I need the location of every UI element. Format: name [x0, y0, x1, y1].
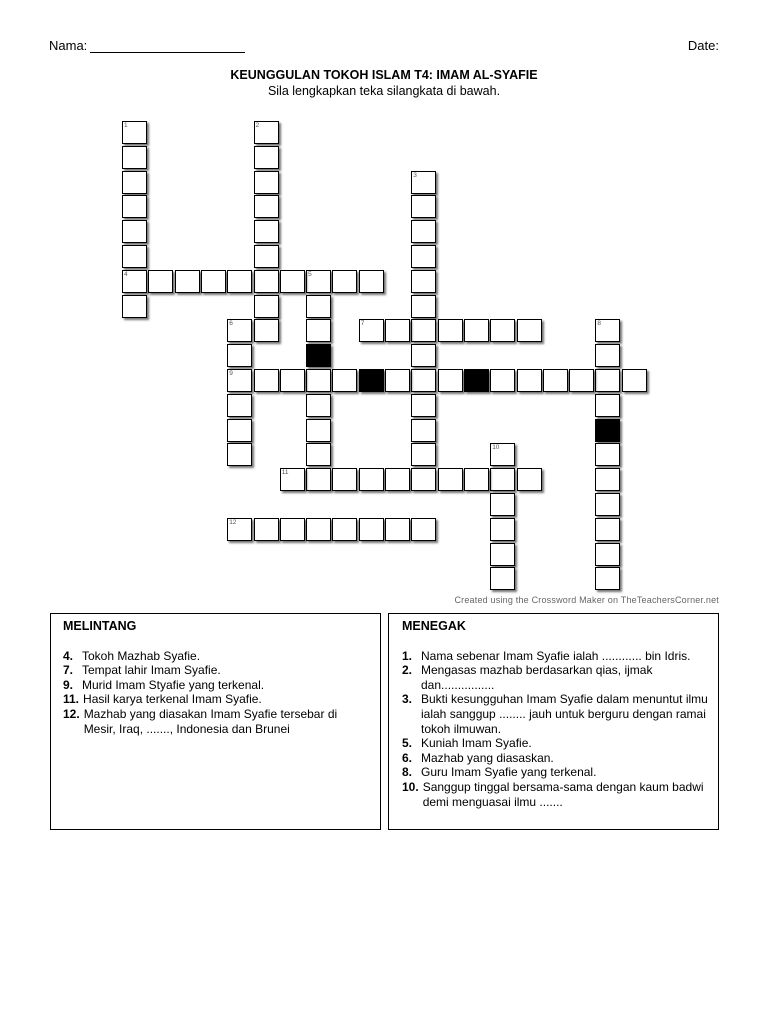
crossword-square[interactable]	[306, 394, 331, 417]
crossword-square[interactable]	[411, 443, 436, 466]
crossword-square[interactable]	[464, 468, 489, 491]
crossword-square[interactable]	[280, 270, 305, 293]
clue-number: 2.	[402, 663, 413, 678]
crossword-square[interactable]	[306, 518, 331, 541]
across-clues-box	[50, 613, 381, 830]
down-clue	[402, 663, 718, 692]
crossword-square[interactable]	[254, 518, 279, 541]
clue-text: Bukti kesungguhan Imam Syafie dalam menuntut ilmu ialah sanggup ........ jauh untuk berguru dengan ramai tokoh ilmuwan.	[421, 692, 708, 736]
crossword-square[interactable]	[122, 270, 147, 293]
clue-number: 3.	[402, 692, 413, 707]
crossword-square[interactable]	[280, 369, 305, 392]
crossword-square[interactable]	[254, 146, 279, 169]
clue-number: 1.	[402, 648, 413, 663]
crossword-square[interactable]	[227, 369, 252, 392]
crossword-square[interactable]	[517, 319, 542, 342]
crossword-square[interactable]	[517, 369, 542, 392]
crossword-square[interactable]	[122, 195, 147, 218]
clue-number-label: 10	[492, 444, 500, 452]
crossword-square[interactable]	[254, 295, 279, 318]
crossword-square[interactable]	[306, 295, 331, 318]
name-label: Nama:	[49, 38, 88, 53]
crossword-square[interactable]	[280, 518, 305, 541]
crossword-square[interactable]	[543, 369, 568, 392]
crossword-square[interactable]	[438, 468, 463, 491]
clue-number: 12.	[63, 706, 80, 721]
clue-number-label: 2	[255, 122, 260, 129]
crossword-square[interactable]	[254, 369, 279, 392]
clue-text: Tokoh Mazhab Syafie.	[82, 648, 201, 663]
credit-line: Created using the Crossword Maker on TheTeachersCorner.net	[454, 595, 719, 605]
crossword-square[interactable]	[595, 567, 620, 590]
clue-number-label: 7	[360, 320, 365, 328]
crossword-square[interactable]	[122, 295, 147, 318]
clue-number-label: 6	[229, 320, 233, 328]
crossword-square[interactable]	[385, 319, 410, 342]
crossword-square[interactable]	[411, 270, 436, 293]
clue-number: 11.	[63, 692, 80, 707]
crossword-square[interactable]	[122, 220, 147, 243]
clue-number-label: 9	[229, 370, 233, 377]
crossword-square[interactable]	[411, 220, 436, 243]
crossword-square[interactable]	[227, 319, 252, 342]
across-clue	[63, 663, 370, 678]
down-clue	[402, 649, 718, 664]
crossword-square[interactable]	[148, 270, 173, 293]
down-clues-box	[388, 613, 719, 830]
down-clue	[402, 780, 718, 809]
crossword-square[interactable]	[517, 468, 542, 491]
crossword-square[interactable]	[595, 518, 620, 541]
crossword-square[interactable]	[595, 493, 620, 516]
crossword-square[interactable]	[385, 468, 410, 491]
clue-number: 5.	[402, 736, 413, 751]
crossword-square[interactable]	[122, 245, 147, 268]
crossword-square[interactable]	[411, 394, 436, 417]
across-clue	[63, 707, 370, 736]
crossword-square[interactable]	[306, 319, 331, 342]
worksheet-instructions: Sila lengkapkan teka silangkata di bawah.	[267, 84, 501, 98]
crossword-square[interactable]	[490, 543, 515, 566]
crossword-square[interactable]	[595, 319, 620, 342]
crossword-square[interactable]	[227, 443, 252, 466]
crossword-square[interactable]	[332, 369, 357, 392]
crossword-square[interactable]	[306, 270, 331, 293]
across-clue	[63, 692, 370, 707]
down-clue	[402, 692, 718, 736]
down-clue	[402, 751, 718, 766]
crossword-square[interactable]	[122, 146, 147, 169]
down-heading: MENEGAK	[402, 619, 466, 633]
crossword-square[interactable]	[227, 344, 252, 367]
clue-number-label: 8	[597, 320, 602, 328]
crossword-square[interactable]	[254, 195, 279, 218]
clue-number-label: 11	[281, 469, 289, 477]
clue-number-label: 12	[229, 518, 237, 526]
clue-number: 8.	[402, 765, 413, 780]
crossword-square[interactable]	[122, 121, 147, 144]
crossword-square[interactable]	[411, 245, 436, 268]
crossword-square[interactable]	[359, 319, 384, 342]
crossword-square[interactable]	[175, 270, 200, 293]
clue-text: Murid Imam Styafie yang terkenal.	[82, 677, 265, 692]
crossword-square[interactable]	[306, 419, 331, 442]
down-clue	[402, 765, 718, 780]
crossword-square[interactable]	[227, 419, 252, 442]
crossword-square[interactable]	[254, 270, 279, 293]
crossword-square[interactable]	[595, 443, 620, 466]
crossword-square[interactable]	[595, 543, 620, 566]
crossword-square[interactable]	[254, 121, 279, 144]
clue-number: 6.	[402, 750, 413, 765]
crossword-square[interactable]	[490, 319, 515, 342]
crossword-square[interactable]	[359, 468, 384, 491]
crossword-square[interactable]	[490, 567, 515, 590]
clue-text: Hasil karya terkenal Imam Syafie.	[83, 692, 262, 707]
crossword-square[interactable]	[227, 518, 252, 541]
down-clue	[402, 736, 718, 751]
crossword-square[interactable]	[306, 443, 331, 466]
crossword-square[interactable]	[438, 369, 463, 392]
crossword-square[interactable]	[490, 369, 515, 392]
crossword-square[interactable]	[569, 369, 594, 392]
crossword-square[interactable]	[411, 344, 436, 367]
clue-text: Mazhab yang diasakan Imam Syafie tersebar di Mesir, Iraq, ......., Indonesia dan Brunei	[83, 706, 338, 736]
crossword-square[interactable]	[385, 369, 410, 392]
clue-text: Guru Imam Syafie yang terkenal.	[421, 765, 597, 780]
crossword-square[interactable]	[464, 319, 489, 342]
crossword-square[interactable]	[306, 369, 331, 392]
crossword-square[interactable]	[595, 394, 620, 417]
clue-number: 7.	[63, 663, 74, 678]
crossword-square[interactable]	[411, 195, 436, 218]
crossword-square[interactable]	[411, 468, 436, 491]
clue-number-label: 1	[124, 122, 128, 129]
across-heading: MELINTANG	[63, 619, 137, 633]
crossword-square[interactable]	[490, 493, 515, 516]
crossword-square[interactable]	[595, 369, 620, 392]
crossword-square[interactable]	[385, 518, 410, 541]
clue-text: Sanggup tinggal bersama-sama dengan kaum badwi demi menguasai ilmu .......	[422, 779, 704, 809]
crossword-square[interactable]	[254, 171, 279, 194]
crossword-square[interactable]	[411, 295, 436, 318]
clue-number: 9.	[63, 677, 74, 692]
blocked-square	[306, 344, 331, 367]
clue-text: Nama sebenar Imam Syafie ialah ............ bin Idris.	[421, 648, 691, 663]
crossword-square[interactable]	[595, 468, 620, 491]
blocked-square	[359, 369, 384, 392]
crossword-square[interactable]	[411, 319, 436, 342]
crossword-square[interactable]	[227, 394, 252, 417]
worksheet-title: KEUNGGULAN TOKOH ISLAM T4: IMAM AL-SYAFIE	[230, 68, 538, 82]
clue-number-label: 3	[413, 171, 417, 179]
clue-number: 10.	[402, 779, 419, 794]
crossword-square[interactable]	[306, 468, 331, 491]
crossword-square[interactable]	[332, 270, 357, 293]
crossword-square[interactable]	[490, 468, 515, 491]
crossword-square[interactable]	[254, 319, 279, 342]
crossword-square[interactable]	[411, 419, 436, 442]
crossword-square[interactable]	[254, 220, 279, 243]
blocked-square	[595, 419, 620, 442]
crossword-square[interactable]	[201, 270, 226, 293]
crossword-square[interactable]	[595, 344, 620, 367]
crossword-square[interactable]	[254, 245, 279, 268]
crossword-square[interactable]	[411, 171, 436, 194]
crossword-square[interactable]	[332, 468, 357, 491]
crossword-square[interactable]	[122, 171, 147, 194]
crossword-square[interactable]	[280, 468, 305, 491]
across-clue-list	[63, 649, 370, 737]
crossword-square[interactable]	[411, 518, 436, 541]
crossword-square[interactable]	[490, 443, 515, 466]
crossword-square[interactable]	[359, 270, 384, 293]
crossword-square[interactable]	[332, 518, 357, 541]
clue-number-label: 4	[124, 270, 128, 278]
date-label: Date:	[687, 38, 719, 53]
crossword-square[interactable]	[411, 369, 436, 392]
clue-text: Tempat lahir Imam Syafie.	[82, 663, 221, 678]
clue-text: Kuniah Imam Syafie.	[421, 736, 532, 751]
crossword-square[interactable]	[622, 369, 647, 392]
crossword-square[interactable]	[227, 270, 252, 293]
crossword-square[interactable]	[359, 518, 384, 541]
crossword-square[interactable]	[490, 518, 515, 541]
clue-text: Mazhab yang diasaskan.	[421, 750, 554, 765]
clue-number-label: 5	[308, 270, 312, 278]
blocked-square	[464, 369, 489, 392]
clue-text: Mengasas mazhab berdasarkan qias, ijmak dan................	[421, 663, 653, 692]
crossword-square[interactable]	[438, 319, 463, 342]
across-clue	[63, 678, 370, 693]
across-clue	[63, 649, 370, 664]
clue-number: 4.	[63, 648, 74, 663]
down-clue-list	[402, 649, 718, 810]
